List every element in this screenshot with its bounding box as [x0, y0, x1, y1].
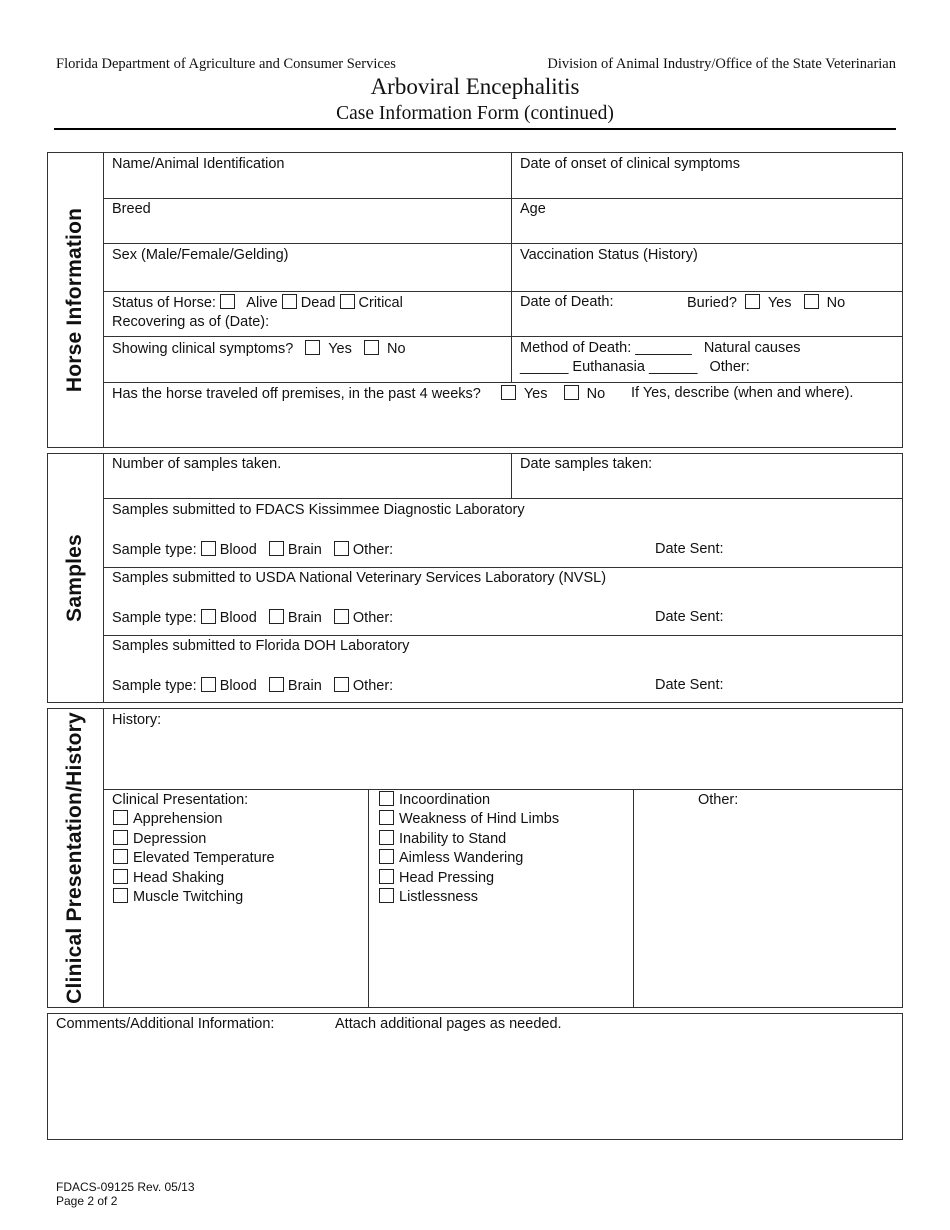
symptoms-no-label: No — [387, 341, 406, 357]
sample-type-label: Sample type: — [112, 542, 197, 558]
travel-no-checkbox[interactable] — [564, 385, 579, 400]
symptom-elevated-temperature[interactable] — [113, 849, 275, 869]
fdacs-other-checkbox[interactable] — [334, 541, 349, 556]
incoordination-checkbox[interactable] — [379, 791, 394, 806]
divider — [103, 243, 903, 244]
muscle-twitching-checkbox[interactable] — [113, 888, 128, 903]
critical-checkbox[interactable] — [340, 294, 355, 309]
elevated-temperature-checkbox[interactable] — [113, 849, 128, 864]
symptom-inability-to-stand[interactable] — [379, 830, 506, 850]
doh-other-checkbox[interactable] — [334, 677, 349, 692]
symptom-head-pressing[interactable] — [379, 869, 494, 889]
symptoms-question — [112, 340, 406, 358]
doh-brain-checkbox[interactable] — [269, 677, 284, 692]
lab-nvsl-sample-type — [112, 609, 393, 627]
history-field[interactable]: History: — [112, 712, 162, 728]
divider — [103, 498, 903, 499]
division-name: Division of Animal Industry/Office of the State Veterinarian — [547, 56, 896, 72]
page-number: Page 2 of 2 — [56, 1194, 118, 1208]
buried-yes-checkbox[interactable] — [745, 294, 760, 309]
euthanasia-label: ______ Euthanasia ______ — [520, 359, 698, 375]
head-shaking-checkbox[interactable] — [113, 869, 128, 884]
listlessness-label: Listlessness — [399, 889, 478, 905]
lab-doh-title: Samples submitted to Florida DOH Laboratory — [112, 638, 410, 654]
symptoms-yes-checkbox[interactable] — [305, 340, 320, 355]
other-label: Other: — [352, 542, 394, 558]
muscle-twitching-label: Muscle Twitching — [133, 889, 244, 905]
divider — [103, 789, 903, 790]
incoordination-label: Incoordination — [399, 791, 491, 808]
fdacs-blood-checkbox[interactable] — [201, 541, 216, 556]
blood-label: Blood — [219, 542, 257, 558]
inability-to-stand-checkbox[interactable] — [379, 830, 394, 845]
clinical-other-field[interactable]: Other: — [698, 792, 739, 808]
nvsl-date-sent-field[interactable]: Date Sent: — [655, 609, 724, 625]
breed-field[interactable]: Breed — [112, 201, 151, 217]
sample-type-label: Sample type: — [112, 610, 197, 626]
horse-info-side-label: Horse Information — [63, 207, 86, 393]
sample-type-label: Sample type: — [112, 678, 197, 694]
divider — [103, 453, 104, 703]
nvsl-other-checkbox[interactable] — [334, 609, 349, 624]
buried-question — [687, 294, 845, 312]
buried-no-checkbox[interactable] — [804, 294, 819, 309]
lab-fdacs-title: Samples submitted to FDACS Kissimmee Diagnostic Laboratory — [112, 502, 525, 518]
form-title: Arboviral Encephalitis — [370, 74, 580, 99]
alive-checkbox[interactable] — [220, 294, 235, 309]
lab-doh-sample-type — [112, 677, 393, 695]
clinical-side-label: Clinical Presentation/History — [63, 712, 86, 1004]
header-rule — [54, 128, 896, 130]
divider — [103, 198, 903, 199]
lab-fdacs-sample-type — [112, 541, 393, 559]
fdacs-date-sent-field[interactable]: Date Sent: — [655, 541, 724, 557]
symptoms-yes-label: Yes — [328, 341, 352, 357]
symptom-incoordination[interactable] — [379, 791, 490, 811]
divider — [511, 152, 512, 383]
lab-nvsl-title: Samples submitted to USDA National Veterinary Services Laboratory (NVSL) — [112, 570, 607, 586]
divider — [103, 382, 903, 383]
aimless-wandering-checkbox[interactable] — [379, 849, 394, 864]
aimless-wandering-label: Aimless Wandering — [399, 850, 524, 866]
fdacs-brain-checkbox[interactable] — [269, 541, 284, 556]
travel-label: Has the horse traveled off premises, in the past 4 weeks? — [112, 386, 481, 402]
number-of-samples-field[interactable]: Number of samples taken. — [112, 456, 282, 472]
head-pressing-label: Head Pressing — [399, 869, 495, 886]
onset-date-field[interactable]: Date of onset of clinical symptoms — [520, 156, 741, 172]
recovering-date-field[interactable]: Recovering as of (Date): — [112, 314, 270, 330]
euthanasia-line[interactable] — [520, 359, 750, 376]
doh-date-sent-field[interactable]: Date Sent: — [655, 677, 724, 693]
divider — [103, 635, 903, 636]
symptom-depression[interactable] — [113, 830, 206, 850]
travel-yes-checkbox[interactable] — [501, 385, 516, 400]
buried-yes-label: Yes — [767, 295, 792, 311]
head-shaking-label: Head Shaking — [133, 869, 225, 886]
status-label: Status of Horse: — [112, 295, 216, 311]
brain-label: Brain — [287, 610, 322, 626]
method-of-death-label: Method of Death: _______ — [520, 340, 692, 356]
divider — [103, 708, 104, 1008]
depression-label: Depression — [133, 830, 207, 847]
brain-label: Brain — [287, 542, 322, 558]
clinical-presentation-label: Clinical Presentation: — [112, 792, 249, 808]
listlessness-checkbox[interactable] — [379, 888, 394, 903]
divider — [103, 336, 903, 337]
natural-causes-label: Natural causes — [703, 340, 801, 356]
buried-no-label: No — [826, 295, 846, 311]
symptom-aimless-wandering[interactable] — [379, 849, 523, 869]
symptoms-label: Showing clinical symptoms? — [112, 341, 294, 357]
symptom-head-shaking[interactable] — [113, 869, 224, 889]
agency-name: Florida Department of Agriculture and Consumer Services — [56, 56, 396, 72]
alive-label: Alive — [246, 295, 278, 311]
status-of-horse — [112, 294, 403, 312]
apprehension-label: Apprehension — [133, 811, 223, 827]
date-samples-taken-field[interactable]: Date samples taken: — [520, 456, 653, 472]
divider — [103, 152, 104, 448]
weakness-hind-limbs-label: Weakness of Hind Limbs — [399, 811, 560, 827]
age-field[interactable]: Age — [520, 201, 546, 217]
buried-label: Buried? — [687, 295, 737, 311]
divider — [633, 789, 634, 1008]
vaccination-field[interactable]: Vaccination Status (History) — [520, 247, 698, 263]
nvsl-blood-checkbox[interactable] — [201, 609, 216, 624]
symptoms-no-checkbox[interactable] — [364, 340, 379, 355]
nvsl-brain-checkbox[interactable] — [269, 609, 284, 624]
divider — [103, 567, 903, 568]
name-id-field[interactable]: Name/Animal Identification — [112, 156, 285, 172]
divider — [511, 453, 512, 498]
weakness-hind-limbs-checkbox[interactable] — [379, 810, 394, 825]
divider — [103, 291, 903, 292]
symptom-apprehension[interactable] — [113, 810, 223, 830]
critical-label: Critical — [358, 295, 403, 311]
head-pressing-checkbox[interactable] — [379, 869, 394, 884]
depression-checkbox[interactable] — [113, 830, 128, 845]
dead-checkbox[interactable] — [282, 294, 297, 309]
symptom-listlessness[interactable] — [379, 888, 478, 908]
sex-field[interactable]: Sex (Male/Female/Gelding) — [112, 247, 289, 263]
blood-label: Blood — [219, 610, 257, 626]
attach-note: Attach additional pages as needed. — [335, 1016, 562, 1032]
symptom-muscle-twitching[interactable] — [113, 888, 243, 908]
inability-to-stand-label: Inability to Stand — [399, 830, 507, 847]
comments-label: Comments/Additional Information: — [56, 1016, 275, 1032]
dead-label: Dead — [300, 295, 336, 311]
form-number: FDACS-09125 Rev. 05/13 — [56, 1180, 195, 1194]
travel-question — [112, 385, 605, 403]
apprehension-checkbox[interactable] — [113, 810, 128, 825]
doh-blood-checkbox[interactable] — [201, 677, 216, 692]
divider — [368, 789, 369, 1008]
date-of-death-field[interactable]: Date of Death: — [520, 294, 614, 310]
samples-side-label: Samples — [63, 534, 86, 622]
other-label: Other: — [352, 678, 394, 694]
travel-no-label: No — [586, 386, 606, 402]
form-subtitle: Case Information Form (continued) — [336, 103, 614, 124]
brain-label: Brain — [287, 678, 322, 694]
method-other-label: Other: — [709, 359, 750, 375]
travel-yes-label: Yes — [523, 386, 548, 402]
travel-description-field[interactable]: If Yes, describe (when and where). — [631, 385, 854, 401]
blood-label: Blood — [219, 678, 257, 694]
method-of-death-field[interactable] — [520, 340, 801, 357]
elevated-temperature-label: Elevated Temperature — [133, 850, 275, 866]
other-label: Other: — [352, 610, 394, 626]
symptom-weakness-hind-limbs[interactable] — [379, 810, 559, 830]
